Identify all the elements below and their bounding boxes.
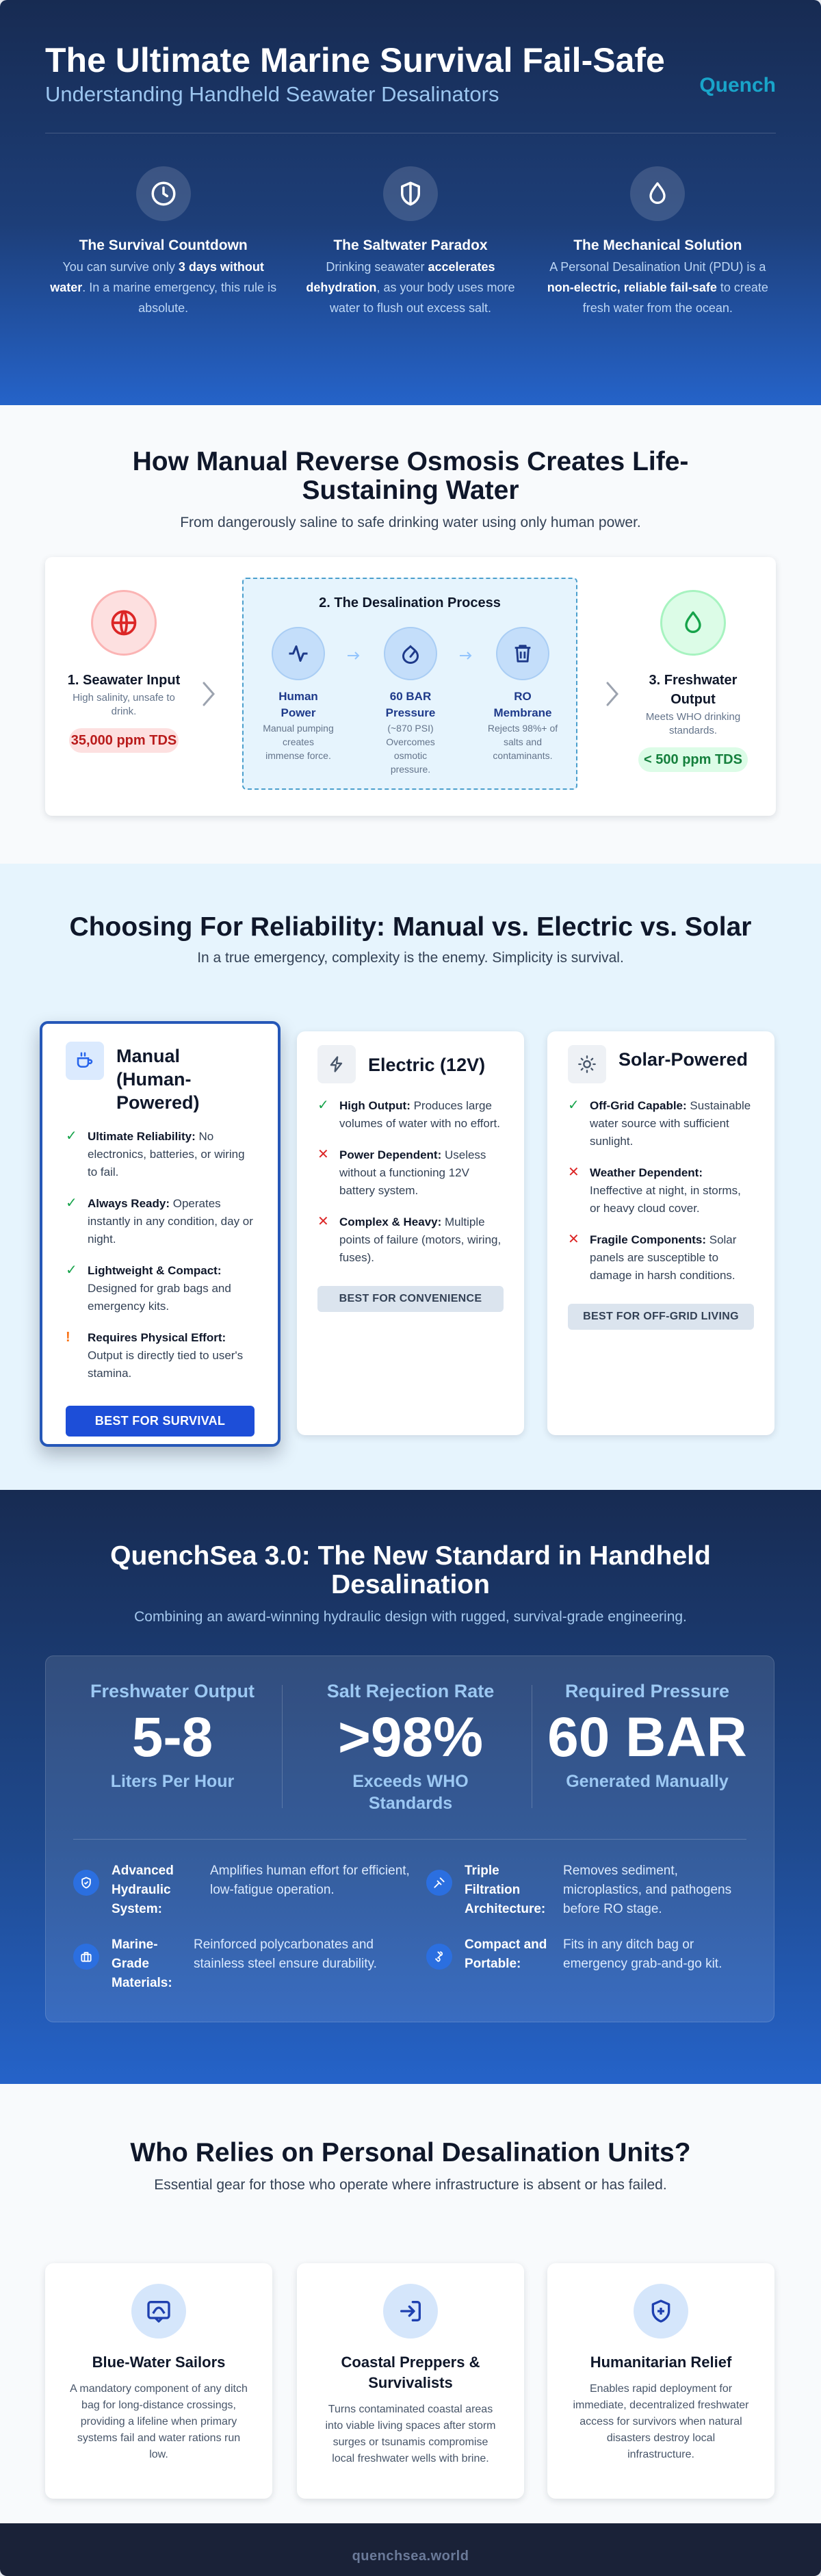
stat-freshwater-output: Freshwater Output 5-8 Liters Per Hour bbox=[90, 1681, 255, 1791]
feature-item: ✓ Always Ready: Operates instantly in any condition, day or night. bbox=[66, 1195, 255, 1248]
hero-column-text: Drinking seawater accelerates dehydration, as your body uses more water to flush out excess salt. bbox=[306, 260, 515, 315]
feature-item: ✕ Power Dependent: Useless without a functioning 12V battery system. bbox=[317, 1146, 504, 1200]
electric-option-card bbox=[297, 1031, 524, 1435]
comparison-title: Choosing For Reliability: Manual vs. Electric vs. Solar bbox=[69, 912, 752, 942]
specs-panel bbox=[45, 1656, 774, 2022]
stat-salt-rejection: Salt Rejection Rate >98% Exceeds WHO Standards bbox=[326, 1681, 495, 1813]
shield-icon bbox=[383, 166, 438, 221]
hero-column-title: The Survival Countdown bbox=[79, 237, 248, 253]
audience-card-desc: Turns contaminated coastal areas into viable living spaces after storm surges or tsunamis compromise local freshwater wells with brine. bbox=[325, 2404, 496, 2464]
hero-columns bbox=[45, 166, 776, 318]
desalination-process-box bbox=[242, 578, 577, 790]
membrane-icon bbox=[496, 627, 549, 680]
step-desc: High salinity, unsafe to drink. bbox=[73, 692, 175, 717]
process-human-power bbox=[263, 627, 334, 762]
process-item-desc: Rejects 98%+ of salts and contaminants. bbox=[487, 723, 558, 761]
comparison-section bbox=[0, 864, 821, 1490]
step-desc: Meets WHO drinking standards. bbox=[645, 711, 741, 736]
mug-icon bbox=[66, 1042, 104, 1080]
process-item-title: RO Membrane bbox=[493, 690, 552, 719]
exclamation-icon: ! bbox=[66, 1330, 70, 1345]
feature-item: ✕ Complex & Heavy: Multiple points of failure (motors, wiring, fuses). bbox=[317, 1213, 504, 1267]
manual-option-card bbox=[40, 1021, 281, 1447]
cross-icon: ✕ bbox=[317, 1147, 329, 1162]
arrow-right-icon bbox=[458, 650, 473, 661]
process-item-desc: (~870 PSI) Overcomes osmotic pressure. bbox=[386, 723, 435, 775]
feature-portable: Compact and Portable: Fits in any ditch bag or emergency grab-and-go kit. bbox=[426, 1935, 755, 1974]
globe-icon bbox=[91, 590, 157, 656]
hero-column-title: The Saltwater Paradox bbox=[333, 237, 488, 253]
hero-title: The Ultimate Marine Survival Fail-Safe bbox=[45, 41, 665, 79]
pulse-icon bbox=[272, 627, 325, 680]
audience-card-desc: A mandatory component of any ditch bag for long-distance crossings, providing a lifeline when primary systems fail and water rations run low. bbox=[70, 2383, 248, 2460]
comparison-subtitle: In a true emergency, complexity is the enemy. Simplicity is survival. bbox=[197, 950, 624, 966]
solar-option-card bbox=[547, 1031, 774, 1435]
sun-icon bbox=[568, 1045, 606, 1083]
card-title: Solar-Powered bbox=[618, 1049, 748, 1070]
audience-title: Who Relies on Personal Desalination Units? bbox=[130, 2138, 691, 2167]
cross-icon: ✕ bbox=[568, 1165, 579, 1180]
feature-filtration: Triple Filtration Architecture: Removes sediment, microplastics, and pathogens before RO stage. bbox=[426, 1862, 755, 1919]
compact-icon bbox=[426, 1944, 452, 1970]
audience-card-title: Humanitarian Relief bbox=[590, 2354, 732, 2371]
process-item-desc: Manual pumping creates immense force. bbox=[263, 723, 334, 761]
filter-icon bbox=[426, 1870, 452, 1896]
exit-icon bbox=[383, 2284, 438, 2339]
audience-card-preppers bbox=[297, 2263, 524, 2499]
card-header bbox=[568, 1045, 754, 1083]
hero-column-text: A Personal Desalination Unit (PDU) is a non-electric, reliable fail-safe to create fresh water from the ocean. bbox=[547, 260, 768, 315]
card-header bbox=[317, 1045, 504, 1083]
process-pressure bbox=[375, 627, 446, 776]
check-icon: ✓ bbox=[317, 1098, 329, 1113]
step-title: 1. Seawater Input bbox=[67, 673, 181, 688]
briefcase-icon bbox=[73, 1944, 99, 1970]
ro-diagram-card bbox=[45, 557, 776, 816]
hero-column-countdown bbox=[45, 166, 281, 318]
card-header bbox=[66, 1042, 255, 1114]
sailing-icon bbox=[131, 2284, 186, 2339]
feature-item: ✕ Weather Dependent: Ineffective at night, in storms, or heavy cloud cover. bbox=[568, 1164, 754, 1218]
audience-card-humanitarian bbox=[547, 2263, 774, 2499]
process-item-title: Human Power bbox=[278, 690, 318, 719]
hero-subtitle: Understanding Handheld Seawater Desalinators bbox=[45, 82, 499, 106]
drop-icon bbox=[630, 166, 685, 221]
ro-title: How Manual Reverse Osmosis Creates Life-Sustaining Water bbox=[132, 447, 689, 505]
best-for-off-grid-badge[interactable]: BEST FOR OFF-GRID LIVING bbox=[568, 1304, 754, 1330]
arrow-right-icon bbox=[346, 650, 361, 661]
card-title: Manual (Human-Powered) bbox=[116, 1046, 200, 1113]
cross-icon: ✕ bbox=[568, 1232, 579, 1247]
hero-column-solution bbox=[540, 166, 776, 318]
audience-subtitle: Essential gear for those who operate where infrastructure is absent or has failed. bbox=[154, 2177, 667, 2193]
footer bbox=[0, 2523, 821, 2576]
hero-column-paradox bbox=[292, 166, 528, 318]
check-icon: ✓ bbox=[568, 1098, 579, 1113]
audience-card-sailors bbox=[45, 2263, 272, 2499]
cross-icon: ✕ bbox=[317, 1214, 329, 1229]
lightning-icon bbox=[317, 1045, 356, 1083]
drop-icon bbox=[660, 590, 726, 656]
product-section bbox=[0, 1490, 821, 2084]
hero-section bbox=[0, 0, 821, 405]
panel-divider bbox=[73, 1839, 746, 1840]
product-subtitle: Combining an award-winning hydraulic design with rugged, survival-grade engineering. bbox=[134, 1609, 687, 1625]
check-icon: ✓ bbox=[66, 1129, 77, 1144]
feature-item: ✓ Off-Grid Capable: Sustainable water source with sufficient sunlight. bbox=[568, 1097, 754, 1150]
best-for-convenience-badge[interactable]: BEST FOR CONVENIENCE bbox=[317, 1286, 504, 1312]
feature-item: ✓ High Output: Produces large volumes of water with no effort. bbox=[317, 1097, 504, 1133]
check-icon: ✓ bbox=[66, 1263, 77, 1278]
chevron-right-icon bbox=[603, 680, 621, 708]
feature-materials: Marine-Grade Materials: Reinforced polycarbonates and stainless steel ensure durability. bbox=[73, 1935, 415, 1993]
footer-link[interactable]: quenchsea.world bbox=[352, 2549, 469, 2564]
tds-badge-output: < 500 ppm TDS bbox=[638, 747, 748, 772]
hero-column-title: The Mechanical Solution bbox=[573, 237, 742, 253]
check-icon: ✓ bbox=[66, 1196, 77, 1211]
chevron-right-icon bbox=[200, 680, 218, 708]
feature-item: ! Requires Physical Effort: Output is directly tied to user's stamina. bbox=[66, 1329, 255, 1382]
tds-badge-input: 35,000 ppm TDS bbox=[69, 728, 179, 753]
audience-card-desc: Enables rapid deployment for immediate, decentralized freshwater access for survivors when natural disasters destroy local infrastructure. bbox=[573, 2383, 749, 2460]
feature-item: ✓ Lightweight & Compact: Designed for grab bags and emergency kits. bbox=[66, 1262, 255, 1315]
freshwater-output-step bbox=[635, 590, 751, 772]
process-item-title: 60 BAR Pressure bbox=[385, 690, 436, 719]
stat-divider bbox=[282, 1685, 283, 1808]
process-title: 2. The Desalination Process bbox=[319, 595, 501, 610]
ro-subtitle: From dangerously saline to safe drinking water using only human power. bbox=[180, 515, 641, 530]
shield-check-icon bbox=[73, 1870, 99, 1896]
ro-section bbox=[0, 405, 821, 864]
stat-required-pressure: Required Pressure 60 BAR Generated Manually bbox=[547, 1681, 747, 1791]
shield-plus-icon bbox=[634, 2284, 688, 2339]
card-title: Electric (12V) bbox=[368, 1055, 486, 1075]
feature-hydraulic: Advanced Hydraulic System: Amplifies human effort for efficient, low-fatigue operation. bbox=[73, 1862, 415, 1919]
audience-section bbox=[0, 2084, 821, 2523]
best-for-survival-badge[interactable]: BEST FOR SURVIVAL bbox=[66, 1406, 255, 1437]
process-membrane bbox=[487, 627, 558, 762]
step-title: 3. Freshwater Output bbox=[649, 673, 738, 707]
audience-card-title: Coastal Preppers & Survivalists bbox=[341, 2354, 480, 2391]
feature-item: ✓ Ultimate Reliability: No electronics, batteries, or wiring to fail. bbox=[66, 1128, 255, 1181]
clock-icon bbox=[136, 166, 191, 221]
seawater-input-step bbox=[66, 590, 182, 753]
hero-column-text: You can survive only 3 days without water. In a marine emergency, this rule is absolute. bbox=[50, 260, 277, 315]
brand-logo: Quench bbox=[699, 74, 776, 96]
product-title: QuenchSea 3.0: The New Standard in Handheld Desalination bbox=[110, 1541, 711, 1599]
audience-card-title: Blue-Water Sailors bbox=[92, 2354, 226, 2371]
feature-item: ✕ Fragile Components: Solar panels are susceptible to damage in harsh conditions. bbox=[568, 1231, 754, 1285]
gauge-icon bbox=[384, 627, 437, 680]
